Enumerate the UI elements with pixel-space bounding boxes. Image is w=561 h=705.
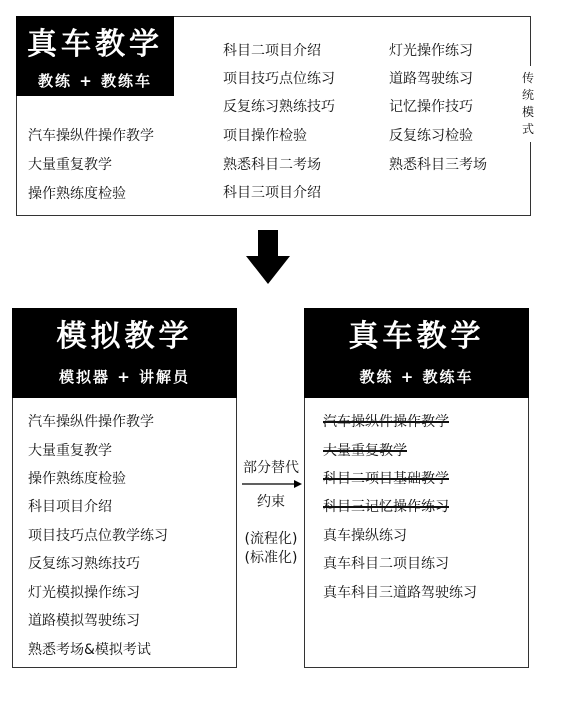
top-col3-item-4: 反复练习检验 <box>389 128 473 144</box>
relation-label-standard: (标准化) <box>244 550 298 566</box>
left-subtitle: 模拟器 + 讲解员 <box>58 368 190 386</box>
top-col2-item-1: 科目二项目介绍 <box>223 43 321 59</box>
top-left-item-3: 操作熟练度检验 <box>28 186 126 202</box>
left-item-4: 科目项目介绍 <box>28 499 112 515</box>
top-title-block <box>16 16 174 96</box>
top-col2-item-5: 熟悉科目二考场 <box>223 157 321 173</box>
top-col3-item-1: 灯光操作练习 <box>389 43 473 59</box>
right-item-1: 真车操纵练习 <box>323 528 407 544</box>
right-struck-item-1: 汽车操纵件操作教学 <box>323 414 449 430</box>
side-label: 传统模式 <box>521 71 534 136</box>
top-col2-item-3: 反复练习熟练技巧 <box>223 99 335 115</box>
left-item-5: 项目技巧点位教学练习 <box>28 528 168 544</box>
left-item-1: 汽车操纵件操作教学 <box>28 414 154 430</box>
right-struck-item-3: 科目二项目基础教学 <box>323 471 449 487</box>
down-arrow-icon <box>244 230 292 286</box>
top-col3-item-3: 记忆操作技巧 <box>389 99 473 115</box>
right-item-3: 真车科目三道路驾驶练习 <box>323 585 477 601</box>
top-col2-item-2: 项目技巧点位练习 <box>223 71 335 87</box>
top-title: 真车教学 <box>27 27 163 62</box>
right-arrow-icon <box>240 478 304 490</box>
left-title: 模拟教学 <box>56 319 193 354</box>
top-col3-item-2: 道路驾驶练习 <box>389 71 473 87</box>
top-subtitle: 教练 + 教练车 <box>37 72 152 90</box>
left-item-3: 操作熟练度检验 <box>28 471 126 487</box>
left-item-7: 灯光模拟操作练习 <box>28 585 140 601</box>
left-item-6: 反复练习熟练技巧 <box>28 556 140 572</box>
left-item-9: 熟悉考场&模拟考试 <box>28 642 151 658</box>
top-col2-item-6: 科目三项目介绍 <box>223 185 321 201</box>
right-title: 真车教学 <box>348 319 485 354</box>
relation-label-process: (流程化) <box>244 531 298 547</box>
top-left-item-1: 汽车操纵件操作教学 <box>28 128 154 144</box>
right-subtitle: 教练 + 教练车 <box>359 368 474 386</box>
right-struck-item-4: 科目三记忆操作练习 <box>323 499 449 515</box>
top-left-item-2: 大量重复教学 <box>28 157 112 173</box>
top-col2-item-4: 项目操作检验 <box>223 128 307 144</box>
right-struck-item-2: 大量重复教学 <box>323 443 407 459</box>
left-title-block <box>12 308 237 398</box>
right-title-block <box>304 308 529 398</box>
top-col3-item-5: 熟悉科目三考场 <box>389 157 487 173</box>
relation-label-partial-replace: 部分替代 <box>243 460 299 476</box>
left-item-2: 大量重复教学 <box>28 443 112 459</box>
relation-label-constraint: 约束 <box>257 494 285 510</box>
left-item-8: 道路模拟驾驶练习 <box>28 613 140 629</box>
right-item-2: 真车科目二项目练习 <box>323 556 449 572</box>
